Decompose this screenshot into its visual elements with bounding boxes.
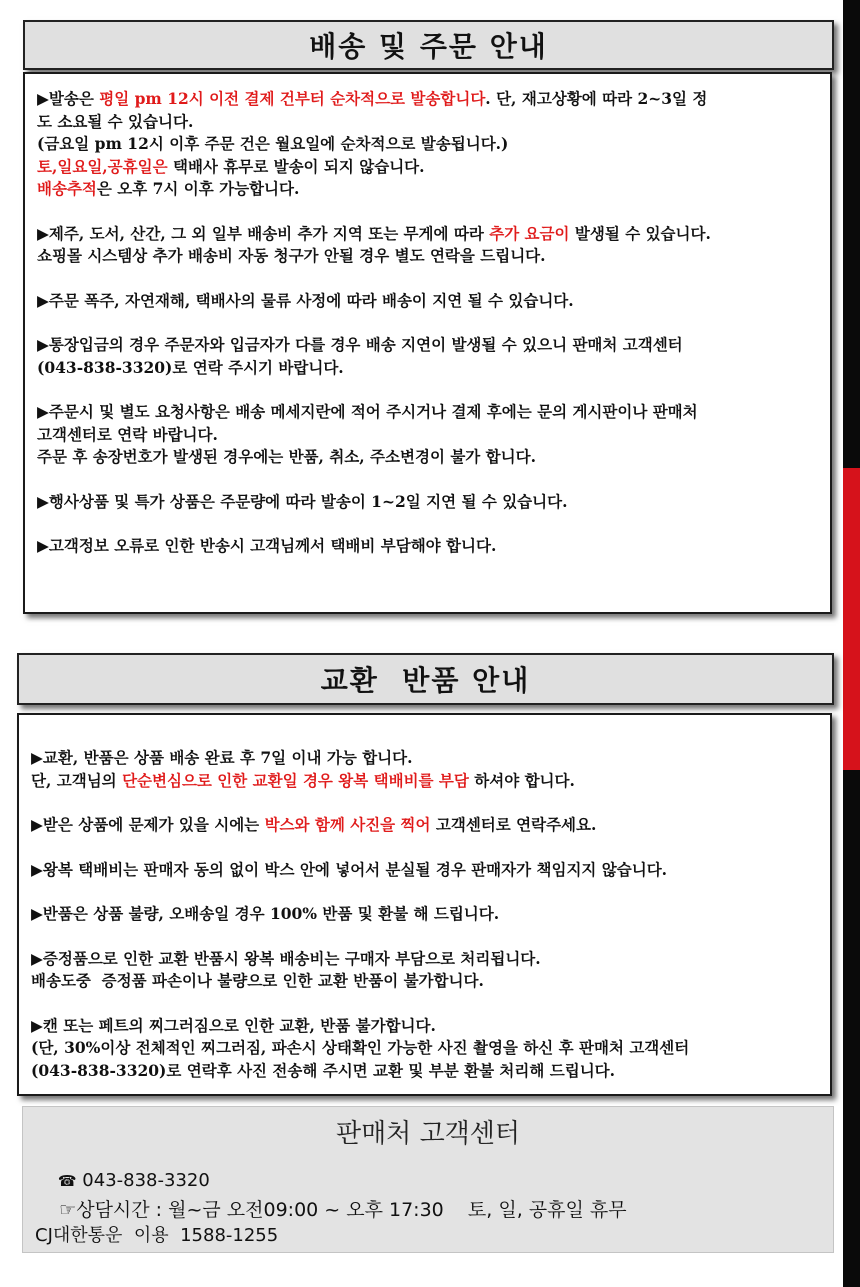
body-text: (043-838-3320)로 연락 주시기 바랍니다. xyxy=(37,357,344,377)
courier-line: CJ대한통운 이용 1588-1255 xyxy=(35,1225,279,1246)
hours-text: 상담시간 : 월~금 오전09:00 ~ 오후 17:30 토, 일, 공휴일 휴무 xyxy=(76,1199,627,1221)
exchange-line xyxy=(31,859,820,882)
highlighted-text: 토,일요일,공휴일은 xyxy=(37,156,168,176)
body-text: ▶주문시 및 별도 요청사항은 배송 메세지란에 적어 주시거나 결제 후에는 문의 게시판이나 판매처 xyxy=(37,402,698,421)
body-text: 단, 고객님의 xyxy=(31,770,123,790)
customer-center-box xyxy=(22,1106,834,1253)
body-text: ▶주문 폭주, 자연재해, 택배사의 물류 사정에 따라 배송이 지연 될 수 있습니다. xyxy=(37,290,574,310)
body-text: ▶받은 상품에 문제가 있을 시에는 xyxy=(31,815,265,834)
exchange-paragraph xyxy=(31,948,820,993)
shipping-line xyxy=(37,334,820,357)
shipping-line xyxy=(37,133,820,156)
exchange-body xyxy=(31,747,820,1082)
highlighted-text: 박스와 함께 사진을 찍어 xyxy=(264,815,431,834)
exchange-line xyxy=(31,770,820,793)
shipping-line xyxy=(37,424,820,447)
shipping-line xyxy=(37,290,820,313)
shipping-paragraph xyxy=(37,491,820,514)
body-text: ▶행사상품 및 특가 상품은 주문량에 따라 발송이 1~2일 지연 될 수 있습니다. xyxy=(37,491,568,511)
shipping-line xyxy=(37,156,820,179)
exchange-header xyxy=(17,653,834,705)
pointing-hand-icon: ☞ xyxy=(59,1199,77,1221)
body-text: ▶교환, 반품은 상품 배송 완료 후 7일 이내 가능 합니다. xyxy=(31,748,413,767)
shipping-line xyxy=(37,357,820,380)
body-text: 배송도중 증정품 파손이나 불량으로 인한 교환 반품이 불가합니다. xyxy=(31,971,484,990)
exchange-line xyxy=(31,1037,820,1060)
body-text: 하셔야 합니다. xyxy=(468,770,575,790)
body-text: ▶고객정보 오류로 인한 반송시 고객님께서 택배비 부담해야 합니다. xyxy=(37,536,497,555)
body-text: 은 오후 7시 이후 가능합니다. xyxy=(96,179,300,198)
shipping-paragraph xyxy=(37,334,820,379)
body-text: . 단, 재고상황에 따라 2~3일 정 xyxy=(485,89,708,108)
shipping-line xyxy=(37,401,820,424)
exchange-line xyxy=(31,747,820,770)
body-text: ▶캔 또는 페트의 찌그러짐으로 인한 교환, 반품 불가합니다. xyxy=(31,1015,436,1035)
body-text: ▶제주, 도서, 산간, 그 외 일부 배송비 추가 지역 또는 무게에 따라 xyxy=(37,223,490,243)
phone-icon: ☎ xyxy=(57,1172,77,1190)
shipping-title: 배송 및 주문 안내 xyxy=(309,30,548,63)
highlighted-text: 배송추적 xyxy=(37,179,97,198)
phone-number: 043-838-3320 xyxy=(76,1170,210,1191)
body-text: (단, 30%이상 전체적인 찌그러짐, 파손시 상태확인 가능한 사진 촬영을 하신 후 판매처 고객센터 xyxy=(31,1038,690,1057)
exchange-paragraph xyxy=(31,903,820,926)
exchange-line xyxy=(31,948,820,971)
highlighted-text: 단순변심으로 인한 교환일 경우 왕복 택배비를 부담 xyxy=(122,770,469,790)
exchange-paragraph xyxy=(31,1015,820,1083)
shipping-paragraph xyxy=(37,290,820,313)
exchange-content xyxy=(17,713,832,1096)
shipping-line xyxy=(37,178,820,201)
shipping-line xyxy=(37,223,820,246)
exchange-title: 교환 반품 안내 xyxy=(320,664,531,697)
body-text: ▶통장입금의 경우 주문자와 입금자가 다를 경우 배송 지연이 발생될 수 있으니 판매처 고객센터 xyxy=(37,335,683,354)
shipping-line xyxy=(37,245,820,268)
shipping-line xyxy=(37,491,820,514)
body-text: 도 소요될 수 있습니다. xyxy=(37,111,194,131)
shipping-line xyxy=(37,111,820,134)
exchange-line xyxy=(31,814,820,837)
exchange-line xyxy=(31,1015,820,1038)
exchange-paragraph xyxy=(31,747,820,792)
body-text: ▶왕복 택배비는 판매자 동의 없이 박스 안에 넣어서 분실될 경우 판매자가 책임지지 않습니다. xyxy=(31,859,668,879)
shipping-paragraph xyxy=(37,88,820,201)
body-text: ▶반품은 상품 불량, 오배송일 경우 100% 반품 및 환불 해 드립니다. xyxy=(31,904,500,923)
body-text: 택배사 휴무로 발송이 되지 않습니다. xyxy=(167,156,425,176)
shipping-line xyxy=(37,88,820,111)
body-text: 고객센터로 연락주세요. xyxy=(430,815,597,834)
customer-center-title: 판매처 고객센터 xyxy=(335,1119,521,1149)
shipping-body xyxy=(37,88,820,558)
body-text: (금요일 pm 12시 이후 주문 건은 월요일에 순차적으로 발송됩니다.) xyxy=(37,134,509,153)
shipping-paragraph xyxy=(37,223,820,268)
shipping-line xyxy=(37,535,820,558)
exchange-paragraph xyxy=(31,859,820,882)
body-text: (043-838-3320)로 연락후 사진 전송해 주시면 교환 및 부분 환불 처리해 드립니다. xyxy=(31,1060,616,1080)
body-text: 발생될 수 있습니다. xyxy=(569,223,711,243)
right-edge-red-accent xyxy=(843,468,860,770)
exchange-line xyxy=(31,1060,820,1083)
body-text: ▶증정품으로 인한 교환 반품시 왕복 배송비는 구매자 부담으로 처리됩니다. xyxy=(31,948,541,968)
exchange-paragraph xyxy=(31,814,820,837)
shipping-paragraph xyxy=(37,535,820,558)
body-text: ▶발송은 xyxy=(37,89,100,108)
shipping-paragraph xyxy=(37,401,820,469)
body-text: 주문 후 송장번호가 발생된 경우에는 반품, 취소, 주소변경이 불가 합니다. xyxy=(37,447,536,466)
shipping-content xyxy=(23,72,832,614)
highlighted-text: 추가 요금이 xyxy=(489,223,570,243)
exchange-line xyxy=(31,970,820,993)
body-text: 고객센터로 연락 바랍니다. xyxy=(37,424,218,444)
exchange-line xyxy=(31,903,820,926)
shipping-header xyxy=(23,20,834,70)
body-text: 쇼핑몰 시스템상 추가 배송비 자동 청구가 안될 경우 별도 연락을 드립니다. xyxy=(37,246,546,265)
shipping-line xyxy=(37,446,820,469)
highlighted-text: 평일 pm 12시 이전 결제 건부터 순차적으로 발송합니다 xyxy=(99,89,486,108)
